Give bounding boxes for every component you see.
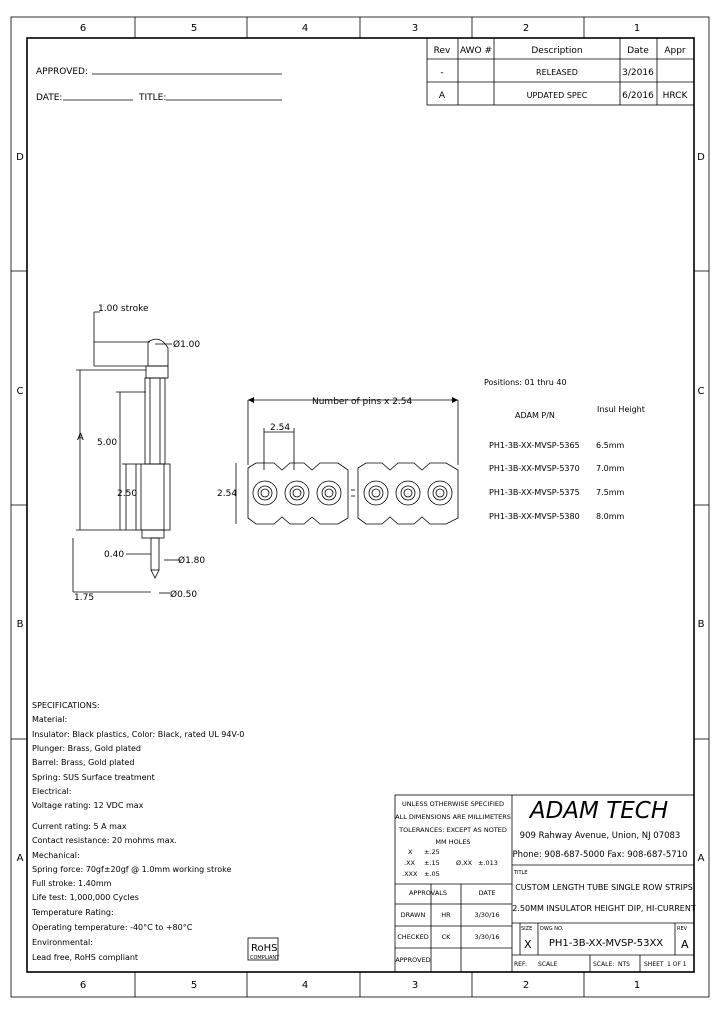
zone-left-c: C — [16, 386, 24, 397]
rev-row1-description: RELEASED — [536, 68, 578, 77]
parts-col-pn-header: ADAM P/N — [515, 411, 555, 420]
zone-bottom-6: 6 — [79, 980, 87, 991]
tol-hole: Ø.XX — [456, 859, 473, 867]
title-tag: TITLE — [514, 870, 528, 876]
tol-xxx: .XXX — [402, 870, 418, 878]
dim-head-dia: Ø1.00 — [173, 340, 201, 350]
zone-left-d: D — [16, 152, 24, 163]
spec-line: Life test: 1,000,000 Cycles — [32, 893, 139, 902]
rev-label: REV — [677, 926, 688, 932]
ref-label: REF: — [514, 961, 527, 968]
strip-right — [358, 463, 458, 524]
approval-checked-by: CK — [441, 933, 451, 941]
spec-line: Insulator: Black plastics, Color: Black, rated UL 94V-0 — [32, 730, 245, 739]
rev-row1-date: 3/2016 — [622, 68, 654, 78]
company-name: ADAM TECH — [529, 798, 669, 824]
rev-row2-appr: HRCK — [662, 91, 688, 101]
zone-top-1: 1 — [633, 23, 641, 34]
spec-line: Environmental: — [32, 938, 93, 947]
zone-bottom-5: 5 — [190, 980, 198, 991]
dwg-number: PH1-3B-XX-MVSP-53XX — [548, 938, 664, 949]
company-address: 909 Rahway Avenue, Union, NJ 07083 — [519, 831, 681, 841]
zone-top-4: 4 — [301, 23, 309, 34]
plunger-head — [148, 339, 168, 366]
rohs-logo — [248, 938, 280, 961]
dim-pin-dia: Ø0.50 — [170, 590, 198, 600]
top-view-drawing — [217, 397, 458, 524]
dim-stroke: 1.00 stroke — [98, 304, 149, 314]
tol-line-3: TOLERANCES: EXCEPT AS NOTED — [399, 826, 507, 834]
scale-label: SCALE: — [593, 961, 615, 968]
pin-hole — [317, 481, 341, 505]
part-row-1-pn: PH1-3B-XX-MVSP-5365 — [489, 441, 580, 450]
part-row-3-height: 7.5mm — [596, 488, 625, 497]
pin-holes — [253, 481, 452, 505]
title-block — [395, 795, 696, 972]
zone-right-b: B — [697, 619, 705, 630]
spec-line: Plunger: Brass, Gold plated — [32, 744, 141, 753]
zone-right-c: C — [697, 386, 705, 397]
parts-col-height-header: Insul Height — [597, 405, 645, 414]
spec-line: SPECIFICATIONS: — [32, 701, 100, 710]
approved-label: APPROVED: — [36, 67, 88, 77]
zone-left-a: A — [16, 853, 24, 864]
dim-500: 5.00 — [97, 438, 118, 448]
zone-top-2: 2 — [522, 23, 530, 34]
part-row-1-height: 6.5mm — [596, 441, 625, 450]
rev-header-date: Date — [627, 46, 649, 56]
rev-header-appr: Appr — [664, 46, 686, 56]
spec-line: Spring force: 70gf±20gf @ 1.0mm working stroke — [32, 865, 232, 874]
part-row-3-pn: PH1-3B-XX-MVSP-5375 — [489, 488, 580, 497]
part-row-2-pn: PH1-3B-XX-MVSP-5370 — [489, 464, 580, 473]
zone-bottom-4: 4 — [301, 980, 309, 991]
approval-drawn-date: 3/30/16 — [474, 911, 500, 919]
dim-tail-dia: Ø1.80 — [178, 556, 206, 566]
rev-header-rev: Rev — [433, 46, 451, 56]
sheet-value: 1 OF 1 — [667, 961, 687, 968]
tol-hole-val: ±.013 — [478, 859, 498, 867]
ref-value: SCALE — [538, 961, 558, 968]
tol-line-2: ALL DIMENSIONS ARE MILLIMETERS — [395, 813, 511, 821]
drawing-title-line-2: 2.50MM INSULATOR HEIGHT DIP, HI-CURRENT — [512, 904, 696, 913]
rev-row2-date: 6/2016 — [622, 91, 654, 101]
zone-right-a: A — [697, 853, 705, 864]
spec-line: Spring: SUS Surface treatment — [32, 773, 155, 782]
tol-xx: .XX — [404, 859, 415, 867]
dwg-label: DWG NO. — [540, 926, 564, 932]
drawing-title-line-1: CUSTOM LENGTH TUBE SINGLE ROW STRIPS — [515, 883, 693, 892]
rev-value: A — [681, 938, 689, 951]
zone-top-6: 6 — [79, 23, 87, 34]
tol-line-1: UNLESS OTHERWISE SPECIFIED — [401, 800, 505, 808]
date-label: DATE: — [36, 93, 63, 103]
rev-header-description: Description — [531, 46, 583, 56]
part-row-4-pn: PH1-3B-XX-MVSP-5380 — [489, 512, 580, 521]
pin-hole — [396, 481, 420, 505]
rev-row1-rev: - — [440, 68, 444, 78]
size-value: X — [524, 938, 532, 951]
spec-line: Lead free, RoHS compliant — [32, 953, 139, 962]
rev-row2-description: UPDATED SPEC — [526, 91, 588, 100]
tol-xx-val: ±.15 — [424, 859, 440, 867]
revision-table — [427, 38, 694, 105]
spec-line: Mechanical: — [32, 851, 80, 860]
dim-a: A — [77, 432, 84, 443]
specifications — [31, 701, 244, 962]
zone-left-b: B — [16, 619, 24, 630]
spec-line: Temperature Rating: — [32, 908, 114, 917]
sheet-label: SHEET — [644, 961, 664, 968]
zone-bottom-2: 2 — [522, 980, 530, 991]
spec-line: Voltage rating: 12 VDC max — [32, 801, 144, 810]
zone-top-5: 5 — [190, 23, 198, 34]
rohs-text: RoHS — [251, 943, 278, 954]
rev-header-awo: AWO # — [459, 46, 493, 56]
tol-xxx-val: ±.05 — [424, 870, 440, 878]
rev-row2-rev: A — [438, 91, 446, 101]
approval-approved-label: APPROVED — [395, 956, 431, 964]
tol-x-val: ±.25 — [424, 848, 440, 856]
dim-175: 1.75 — [74, 593, 95, 603]
title-label: TITLE: — [139, 93, 167, 103]
dim-height: 2.54 — [217, 489, 238, 499]
dim-040: 0.40 — [104, 550, 125, 560]
zone-top-3: 3 — [411, 23, 419, 34]
approvals-date-header: DATE — [478, 889, 496, 897]
dim-pins-length: Number of pins x 2.54 — [312, 397, 413, 407]
zone-bottom-1: 1 — [633, 980, 641, 991]
dim-pitch: 2.54 — [270, 423, 291, 433]
side-view-drawing — [73, 304, 205, 603]
spec-line: Material: — [32, 715, 68, 724]
spec-line: Barrel: Brass, Gold plated — [32, 758, 135, 767]
dim-250: 2.50 — [117, 489, 138, 499]
positions-note: Positions: 01 thru 40 — [484, 378, 567, 387]
approval-checked-label: CHECKED — [397, 933, 429, 941]
part-row-4-height: 8.0mm — [596, 512, 625, 521]
company-phone: Phone: 908-687-5000 Fax: 908-687-5710 — [512, 850, 688, 860]
pin-hole — [253, 481, 277, 505]
rohs-sub: COMPLIANT — [250, 955, 280, 961]
spec-line: Current rating: 5 A max — [32, 822, 127, 831]
spec-line: Full stroke: 1.40mm — [32, 879, 112, 888]
spec-line: Contact resistance: 20 mohms max. — [32, 836, 177, 845]
tol-line-4: MM HOLES — [435, 838, 471, 846]
scale-value: NTS — [618, 961, 630, 968]
spec-line: Operating temperature: -40°C to +80°C — [32, 923, 193, 932]
part-row-2-height: 7.0mm — [596, 464, 625, 473]
parts-table — [484, 378, 645, 521]
approvals-header: APPROVALS — [408, 889, 448, 897]
pin-hole — [428, 481, 452, 505]
zone-right-d: D — [697, 152, 705, 163]
approval-drawn-label: DRAWN — [400, 911, 426, 919]
plunger-shaft — [145, 378, 165, 464]
pin-hole — [285, 481, 309, 505]
pin-hole — [364, 481, 388, 505]
approval-checked-date: 3/30/16 — [474, 933, 500, 941]
spec-line: Electrical: — [32, 787, 72, 796]
zone-bottom-3: 3 — [411, 980, 419, 991]
size-label: SIZE — [521, 926, 533, 932]
approval-drawn-by: HR — [441, 911, 451, 919]
tail-pin — [151, 538, 159, 570]
tol-x: X — [408, 848, 413, 856]
